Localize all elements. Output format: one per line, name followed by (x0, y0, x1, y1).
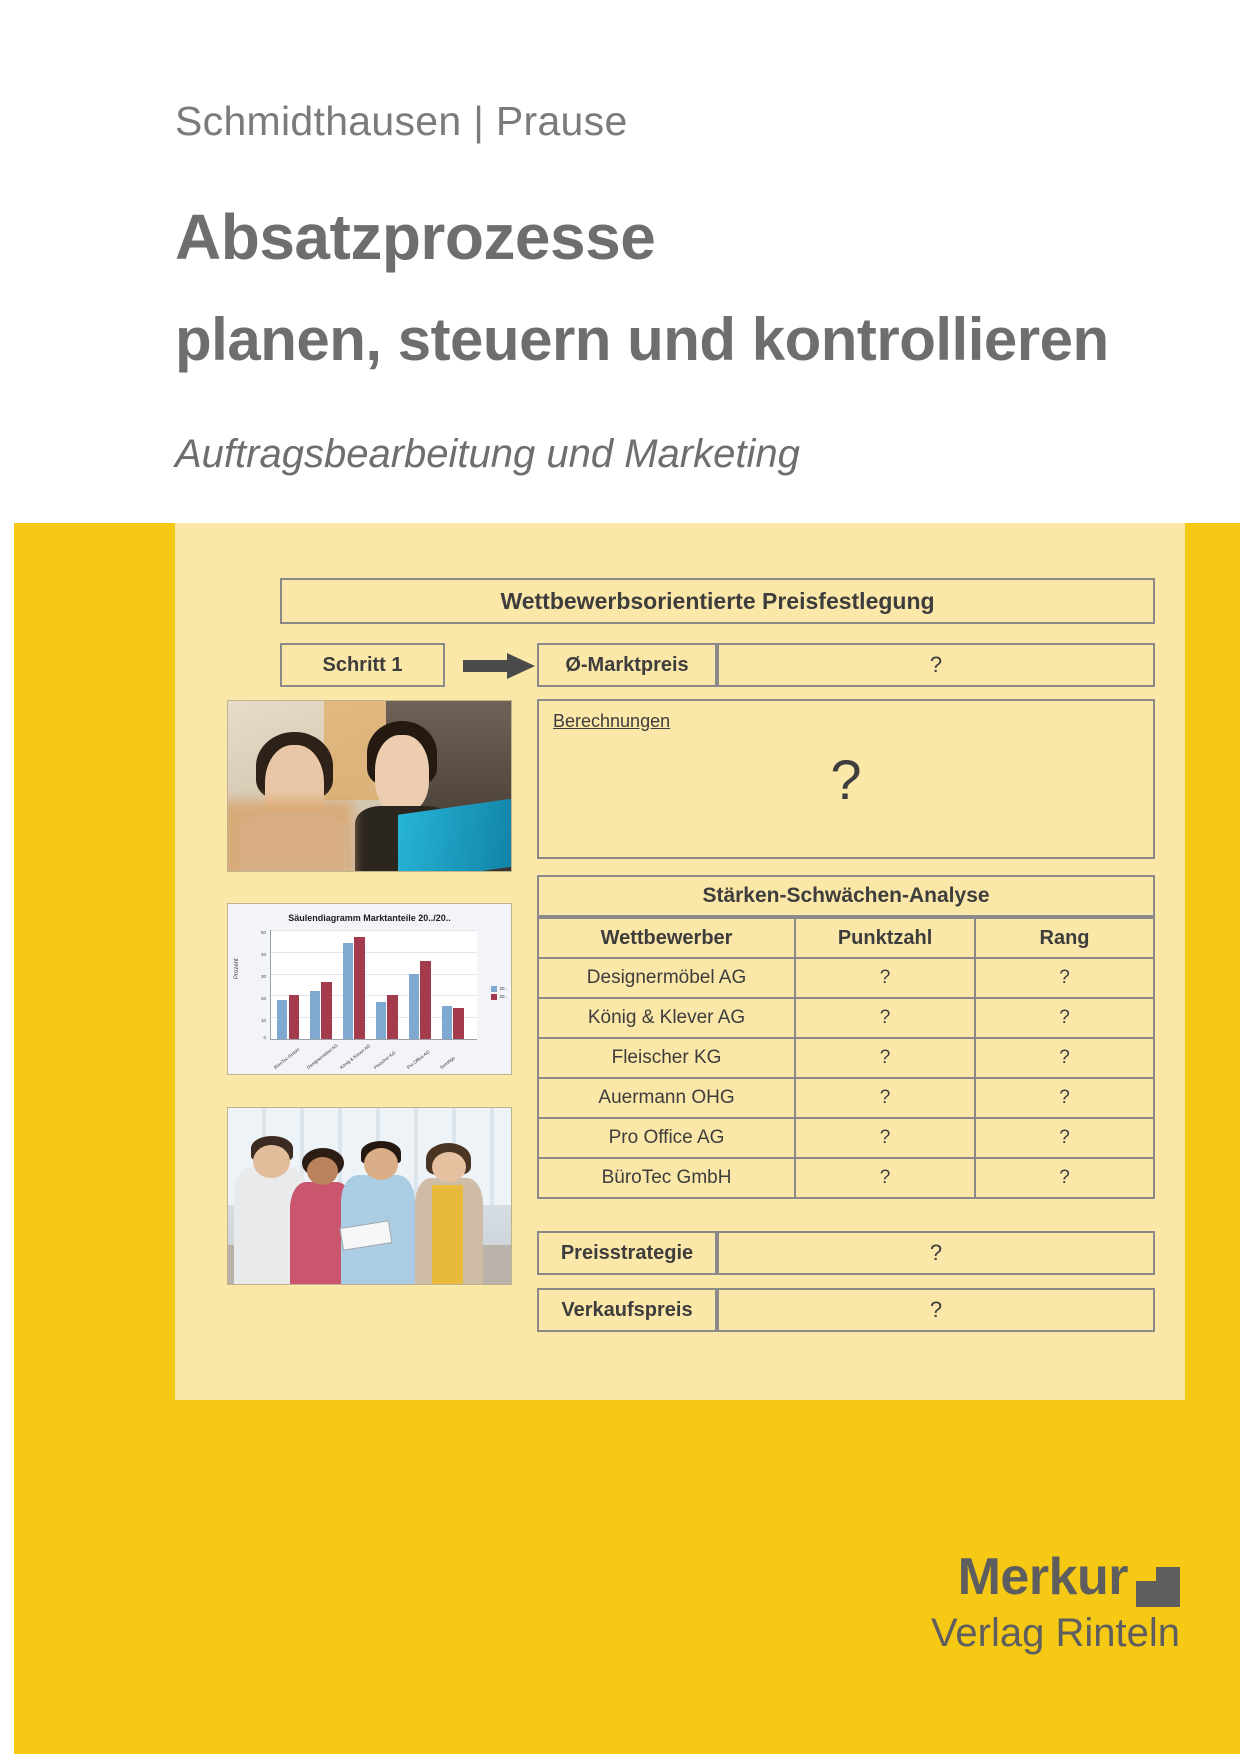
pricing-diagram (175, 523, 1185, 1400)
chart-xtick: König & Klever AG (339, 1043, 372, 1070)
chart-legend (491, 986, 507, 1002)
chart-bar (387, 995, 397, 1039)
photo-foreground-blur (227, 800, 353, 872)
header-competitor: Wettbewerber (538, 918, 795, 958)
chart-canvas (228, 904, 511, 1074)
chart-xtick: Sonstige (438, 1055, 456, 1070)
page-title-line-1: Absatzprozesse (175, 201, 656, 273)
market-price-value: ? (717, 643, 1155, 687)
step-label: Schritt 1 (280, 643, 445, 687)
chart-bar (453, 1008, 463, 1039)
table-header-row (538, 918, 1154, 958)
chart-x-axis (270, 1042, 477, 1070)
cell-competitor: Auermann OHG (538, 1078, 795, 1118)
legend-label: 20.. (499, 994, 507, 1000)
table-row (538, 998, 1154, 1038)
calculations-value: ? (830, 748, 862, 811)
cell-points: ? (795, 1118, 975, 1158)
cell-rank: ? (975, 998, 1154, 1038)
chart-xtick: BüroTec GmbH (273, 1047, 301, 1070)
cell-points: ? (795, 1038, 975, 1078)
calculations-box (537, 699, 1155, 859)
cell-rank: ? (975, 958, 1154, 998)
chart-bar (354, 937, 364, 1039)
price-strategy-label: Preisstrategie (537, 1231, 717, 1275)
cover-left-margin (0, 0, 14, 1754)
table-row (538, 1078, 1154, 1118)
publisher-subtitle: Verlag Rinteln (930, 1611, 1180, 1655)
analysis-table (537, 917, 1155, 1199)
chart-y-axis: 50 40 30 20 10 0 (260, 930, 266, 1040)
diagram-heading: Wettbewerbsorientierte Preisfestlegung (280, 578, 1155, 624)
legend-label: 20.. (499, 986, 507, 992)
photo-person-b-face (375, 735, 429, 812)
chart-ylabel: Prozent (234, 958, 240, 979)
table-row (538, 1158, 1154, 1198)
chart-bar (442, 1006, 452, 1039)
cell-points: ? (795, 1078, 975, 1118)
cell-rank: ? (975, 1158, 1154, 1198)
photo-team (227, 1107, 512, 1285)
chart-bar (277, 1000, 287, 1039)
publisher-name: Merkur (957, 1548, 1128, 1606)
photo-meeting (227, 700, 512, 872)
cell-points: ? (795, 1158, 975, 1198)
cell-competitor: König & Klever AG (538, 998, 795, 1038)
chart-bar (289, 995, 299, 1039)
photo-person-d-shirt (432, 1185, 463, 1284)
table-row (538, 1038, 1154, 1078)
chart-bar (409, 974, 419, 1039)
cell-competitor: Fleischer KG (538, 1038, 795, 1078)
publisher-logo (931, 1547, 1180, 1656)
cell-competitor: BüroTec GmbH (538, 1158, 795, 1198)
photo-person-d-face (432, 1152, 466, 1182)
cell-rank: ? (975, 1078, 1154, 1118)
market-price-label: Ø-Marktpreis (537, 643, 717, 687)
chart-title: Säulendiagramm Marktanteile 20../20.. (288, 913, 451, 923)
photo-person-c-face (364, 1148, 398, 1180)
chart-bar (376, 1002, 386, 1039)
chart-bar (321, 982, 331, 1039)
page-subtitle: Auftragsbearbeitung und Marketing (175, 432, 800, 476)
cell-points: ? (795, 998, 975, 1038)
header-points: Punktzahl (795, 918, 975, 958)
cell-competitor: Pro Office AG (538, 1118, 795, 1158)
page-title-line-2: planen, steuern und kontrollieren (175, 306, 1109, 373)
chart-xtick: Fleischer KG (372, 1050, 397, 1070)
cell-points: ? (795, 958, 975, 998)
chart-plot-area (270, 930, 477, 1040)
cell-rank: ? (975, 1118, 1154, 1158)
arrow-right-icon (463, 653, 535, 679)
cell-rank: ? (975, 1038, 1154, 1078)
merkur-logo-icon (1136, 1567, 1180, 1607)
chart-bar (420, 961, 430, 1039)
table-row (538, 1118, 1154, 1158)
photo-chart-slide (227, 903, 512, 1075)
chart-bar (310, 991, 320, 1039)
chart-bar (343, 943, 353, 1039)
header-rank: Rang (975, 918, 1154, 958)
chart-xtick: Designermöbel AG (306, 1042, 340, 1070)
calculations-label: Berechnungen (553, 711, 671, 731)
cell-competitor: Designermöbel AG (538, 958, 795, 998)
chart-xtick: Pro Office AG (405, 1049, 431, 1070)
analysis-title: Stärken-Schwächen-Analyse (537, 875, 1155, 917)
table-row (538, 958, 1154, 998)
sales-price-label: Verkaufspreis (537, 1288, 717, 1332)
sales-price-value: ? (717, 1288, 1155, 1332)
authors: Schmidthausen | Prause (175, 98, 628, 144)
price-strategy-value: ? (717, 1231, 1155, 1275)
